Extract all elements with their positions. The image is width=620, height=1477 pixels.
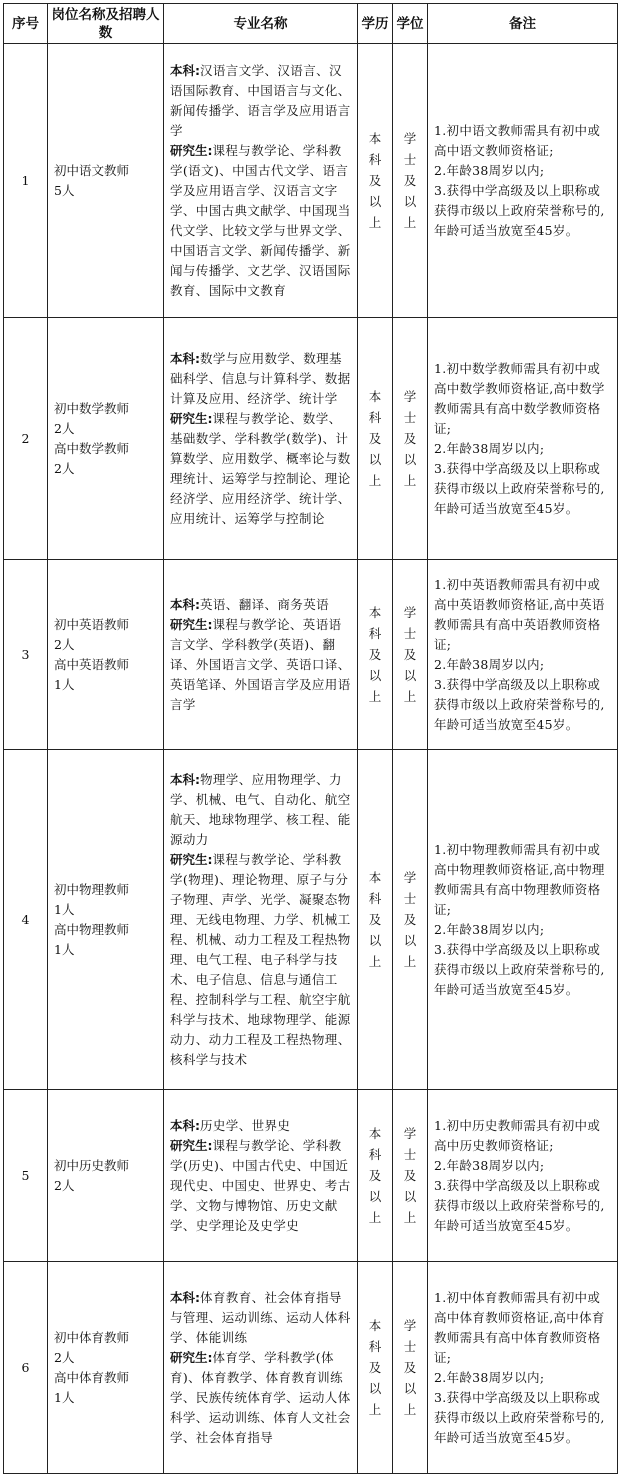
degree-char: 及 <box>403 431 417 446</box>
row-number: 2 <box>4 318 48 560</box>
education-char: 科 <box>368 1147 382 1162</box>
major-undergrad-list: 汉语言文学、汉语言、汉语国际教育、中国语言与文化、新闻传播学、语言学及应用语言学 <box>170 62 351 138</box>
table-row <box>4 560 618 750</box>
degree-char: 以 <box>403 1381 417 1396</box>
major-grad <box>170 850 351 1070</box>
degree-char: 士 <box>403 1339 417 1354</box>
position-name: 高中体育教师 <box>54 1369 130 1385</box>
degree-cell <box>393 1262 428 1474</box>
major-grad-list: 课程与教学论、英语语言文学、学科教学(英语)、翻译、外国语言文学、英语口译、英语笔译、外国语言学及应用语言学 <box>170 616 351 712</box>
degree-char: 及 <box>403 912 417 927</box>
education-char: 及 <box>368 647 382 662</box>
major-grad <box>170 409 351 529</box>
education-char: 及 <box>368 1168 382 1183</box>
degree-char: 学 <box>403 389 417 404</box>
table-row <box>4 318 618 560</box>
degree-cell <box>393 318 428 560</box>
position-name: 高中物理教师 <box>54 921 130 937</box>
note-line: 2.年龄38周岁以内; <box>434 440 545 456</box>
major-grad <box>170 1348 351 1448</box>
header-degree: 学位 <box>393 4 428 44</box>
education-char: 科 <box>368 1339 382 1354</box>
degree-cell <box>393 560 428 750</box>
major-grad-label: 研究生: <box>170 142 213 158</box>
degree-char: 士 <box>403 152 417 167</box>
degree-char: 学 <box>403 131 417 146</box>
major-cell <box>164 750 358 1090</box>
education-char: 上 <box>368 215 382 230</box>
degree-char: 学 <box>403 605 417 620</box>
major-grad-list: 课程与教学论、学科教学(语文)、中国古代文学、语言学及应用语言学、汉语言文字学、中国古典文献学、中国现当代文学、比较文学与世界文学、中国语言文学、新闻传播学、新闻与传播学、文艺学、汉语国际教育、国际中文教育 <box>170 142 351 298</box>
degree-char: 以 <box>403 668 417 683</box>
position-count: 2人 <box>54 1177 75 1193</box>
note-line: 3.获得中学高级及以上职称或获得市级以上政府荣誉称号的,年龄可适当放宽至45岁。 <box>434 460 605 516</box>
header-position: 岗位名称及招聘人数 <box>48 4 164 44</box>
education-char: 以 <box>368 1381 382 1396</box>
major-undergrad <box>170 61 351 141</box>
table-body <box>4 44 618 1474</box>
notes-cell <box>428 1262 618 1474</box>
major-grad-label: 研究生: <box>170 616 213 632</box>
major-grad <box>170 615 351 715</box>
major-undergrad <box>170 1288 351 1348</box>
table-row <box>4 44 618 318</box>
position-count: 1人 <box>54 676 75 692</box>
degree-char: 上 <box>403 1210 417 1225</box>
major-undergrad-list: 体育教育、社会体育指导与管理、运动训练、运动人体科学、体能训练 <box>170 1289 351 1345</box>
education-cell <box>358 1262 393 1474</box>
note-line: 1.初中物理教师需具有初中或高中物理教师资格证,高中物理教师需具有高中物理教师资格证; <box>434 841 605 917</box>
education-char: 科 <box>368 626 382 641</box>
major-grad-label: 研究生: <box>170 1349 213 1365</box>
notes-cell <box>428 318 618 560</box>
position-cell <box>48 1262 164 1474</box>
major-grad-list: 体育学、学科教学(体育)、体育教学、体育教育训练学、民族传统体育学、运动人体科学、运动训练、体育人文社会学、社会体育指导 <box>170 1349 351 1445</box>
education-char: 上 <box>368 689 382 704</box>
position-name: 初中数学教师 <box>54 400 130 416</box>
major-cell <box>164 560 358 750</box>
position-cell <box>48 560 164 750</box>
degree-cell <box>393 750 428 1090</box>
header-row <box>4 4 618 44</box>
education-char: 本 <box>368 1318 382 1333</box>
education-char: 以 <box>368 194 382 209</box>
degree-char: 及 <box>403 647 417 662</box>
education-char: 本 <box>368 870 382 885</box>
note-line: 2.年龄38周岁以内; <box>434 1369 545 1385</box>
position-count: 1人 <box>54 901 75 917</box>
education-char: 及 <box>368 431 382 446</box>
note-line: 3.获得中学高级及以上职称或获得市级以上政府荣誉称号的,年龄可适当放宽至45岁。 <box>434 941 605 997</box>
major-grad <box>170 1136 351 1236</box>
position-cell <box>48 44 164 318</box>
row-number: 3 <box>4 560 48 750</box>
note-line: 1.初中英语教师需具有初中或高中英语教师资格证,高中英语教师需具有高中英语教师资格证; <box>434 576 605 652</box>
education-char: 以 <box>368 1189 382 1204</box>
note-line: 2.年龄38周岁以内; <box>434 162 545 178</box>
position-count: 2人 <box>54 420 75 436</box>
position-count: 2人 <box>54 460 75 476</box>
notes-cell <box>428 1090 618 1262</box>
major-undergrad-label: 本科: <box>170 1117 200 1133</box>
header-no: 序号 <box>4 4 48 44</box>
education-cell <box>358 44 393 318</box>
major-undergrad <box>170 770 351 850</box>
row-number: 6 <box>4 1262 48 1474</box>
header-education: 学历 <box>358 4 393 44</box>
position-count: 1人 <box>54 1389 75 1405</box>
major-undergrad-list: 数学与应用数学、数理基础科学、信息与计算科学、数据计算及应用、经济学、统计学 <box>170 350 351 406</box>
row-number: 1 <box>4 44 48 318</box>
education-cell <box>358 1090 393 1262</box>
major-undergrad <box>170 349 351 409</box>
position-name: 初中历史教师 <box>54 1157 130 1173</box>
note-line: 2.年龄38周岁以内; <box>434 1157 545 1173</box>
degree-char: 士 <box>403 410 417 425</box>
degree-char: 上 <box>403 215 417 230</box>
row-number: 4 <box>4 750 48 1090</box>
table-row <box>4 1090 618 1262</box>
education-char: 上 <box>368 1210 382 1225</box>
degree-cell <box>393 1090 428 1262</box>
position-name: 初中英语教师 <box>54 616 130 632</box>
note-line: 1.初中数学教师需具有初中或高中数学教师资格证,高中数学教师需具有高中数学教师资格证; <box>434 360 605 436</box>
table-row <box>4 750 618 1090</box>
header-notes: 备注 <box>428 4 618 44</box>
notes-cell <box>428 560 618 750</box>
degree-char: 以 <box>403 452 417 467</box>
degree-char: 士 <box>403 626 417 641</box>
education-cell <box>358 750 393 1090</box>
degree-cell <box>393 44 428 318</box>
education-char: 上 <box>368 473 382 488</box>
major-grad-list: 课程与教学论、学科教学(历史)、中国古代史、中国近现代史、中国史、世界史、考古学、文物与博物馆、历史文献学、史学理论及史学史 <box>170 1137 351 1233</box>
degree-char: 上 <box>403 689 417 704</box>
position-name: 高中英语教师 <box>54 656 130 672</box>
degree-char: 及 <box>403 1168 417 1183</box>
position-count: 2人 <box>54 1349 75 1365</box>
position-name: 初中体育教师 <box>54 1329 130 1345</box>
degree-char: 上 <box>403 473 417 488</box>
education-char: 以 <box>368 668 382 683</box>
education-char: 本 <box>368 1126 382 1141</box>
education-char: 及 <box>368 173 382 188</box>
position-count: 2人 <box>54 636 75 652</box>
note-line: 1.初中历史教师需具有初中或高中历史教师资格证; <box>434 1117 601 1153</box>
major-undergrad-list: 物理学、应用物理学、力学、机械、电气、自动化、航空航天、地球物理学、核工程、能源动力 <box>170 771 351 847</box>
education-char: 本 <box>368 605 382 620</box>
degree-char: 上 <box>403 1402 417 1417</box>
major-grad-list: 课程与教学论、数学、基础数学、学科教学(数学)、计算数学、应用数学、概率论与数理统计、运筹学与控制论、理论经济学、应用经济学、统计学、应用统计、运筹学与控制论 <box>170 410 351 526</box>
position-cell <box>48 750 164 1090</box>
education-char: 以 <box>368 933 382 948</box>
education-char: 本 <box>368 389 382 404</box>
major-undergrad-label: 本科: <box>170 1289 200 1305</box>
position-name: 初中物理教师 <box>54 881 130 897</box>
major-undergrad <box>170 595 351 615</box>
position-name: 初中语文教师 <box>54 162 130 178</box>
education-char: 科 <box>368 152 382 167</box>
row-number: 5 <box>4 1090 48 1262</box>
major-cell <box>164 1090 358 1262</box>
major-undergrad-list: 英语、翻译、商务英语 <box>200 596 330 612</box>
degree-char: 及 <box>403 173 417 188</box>
major-cell <box>164 44 358 318</box>
notes-cell <box>428 44 618 318</box>
education-char: 及 <box>368 1360 382 1375</box>
degree-char: 及 <box>403 1360 417 1375</box>
note-line: 3.获得中学高级及以上职称或获得市级以上政府荣誉称号的,年龄可适当放宽至45岁。 <box>434 1389 605 1445</box>
major-cell <box>164 1262 358 1474</box>
degree-char: 学 <box>403 1318 417 1333</box>
major-grad-label: 研究生: <box>170 851 213 867</box>
education-char: 科 <box>368 410 382 425</box>
education-cell <box>358 560 393 750</box>
degree-char: 士 <box>403 891 417 906</box>
position-name: 高中数学教师 <box>54 440 130 456</box>
degree-char: 以 <box>403 1189 417 1204</box>
position-count: 5人 <box>54 182 75 198</box>
note-line: 3.获得中学高级及以上职称或获得市级以上政府荣誉称号的,年龄可适当放宽至45岁。 <box>434 182 605 238</box>
degree-char: 以 <box>403 194 417 209</box>
recruitment-table <box>3 3 618 1474</box>
major-undergrad-list: 历史学、世界史 <box>200 1117 291 1133</box>
major-grad <box>170 141 351 301</box>
major-undergrad-label: 本科: <box>170 62 200 78</box>
education-char: 本 <box>368 131 382 146</box>
major-grad-list: 课程与教学论、学科教学(物理)、理论物理、原子与分子物理、声学、光学、凝聚态物理、无线电物理、力学、机械工程、机械、动力工程及工程热物理、电气工程、电子科学与技术、电子信息、信息与通信工程、控制科学与工程、航空宇航科学与技术、地球物理学、能源动力、动力工程及工程热物理、核科学与技术 <box>170 851 351 1067</box>
position-cell <box>48 1090 164 1262</box>
notes-cell <box>428 750 618 1090</box>
major-undergrad <box>170 1116 351 1136</box>
major-undergrad-label: 本科: <box>170 596 200 612</box>
major-cell <box>164 318 358 560</box>
major-undergrad-label: 本科: <box>170 771 200 787</box>
position-cell <box>48 318 164 560</box>
education-char: 以 <box>368 452 382 467</box>
education-cell <box>358 318 393 560</box>
major-undergrad-label: 本科: <box>170 350 200 366</box>
major-grad-label: 研究生: <box>170 1137 213 1153</box>
education-char: 上 <box>368 1402 382 1417</box>
note-line: 2.年龄38周岁以内; <box>434 656 545 672</box>
degree-char: 学 <box>403 870 417 885</box>
degree-char: 士 <box>403 1147 417 1162</box>
note-line: 3.获得中学高级及以上职称或获得市级以上政府荣誉称号的,年龄可适当放宽至45岁。 <box>434 676 605 732</box>
note-line: 1.初中体育教师需具有初中或高中体育教师资格证,高中体育教师需具有高中体育教师资格证; <box>434 1289 605 1365</box>
education-char: 及 <box>368 912 382 927</box>
header-major: 专业名称 <box>164 4 358 44</box>
education-char: 科 <box>368 891 382 906</box>
note-line: 1.初中语文教师需具有初中或高中语文教师资格证; <box>434 122 601 158</box>
education-char: 上 <box>368 954 382 969</box>
degree-char: 学 <box>403 1126 417 1141</box>
major-grad-label: 研究生: <box>170 410 213 426</box>
note-line: 3.获得中学高级及以上职称或获得市级以上政府荣誉称号的,年龄可适当放宽至45岁。 <box>434 1177 605 1233</box>
degree-char: 以 <box>403 933 417 948</box>
note-line: 2.年龄38周岁以内; <box>434 921 545 937</box>
position-count: 1人 <box>54 941 75 957</box>
degree-char: 上 <box>403 954 417 969</box>
table-row <box>4 1262 618 1474</box>
